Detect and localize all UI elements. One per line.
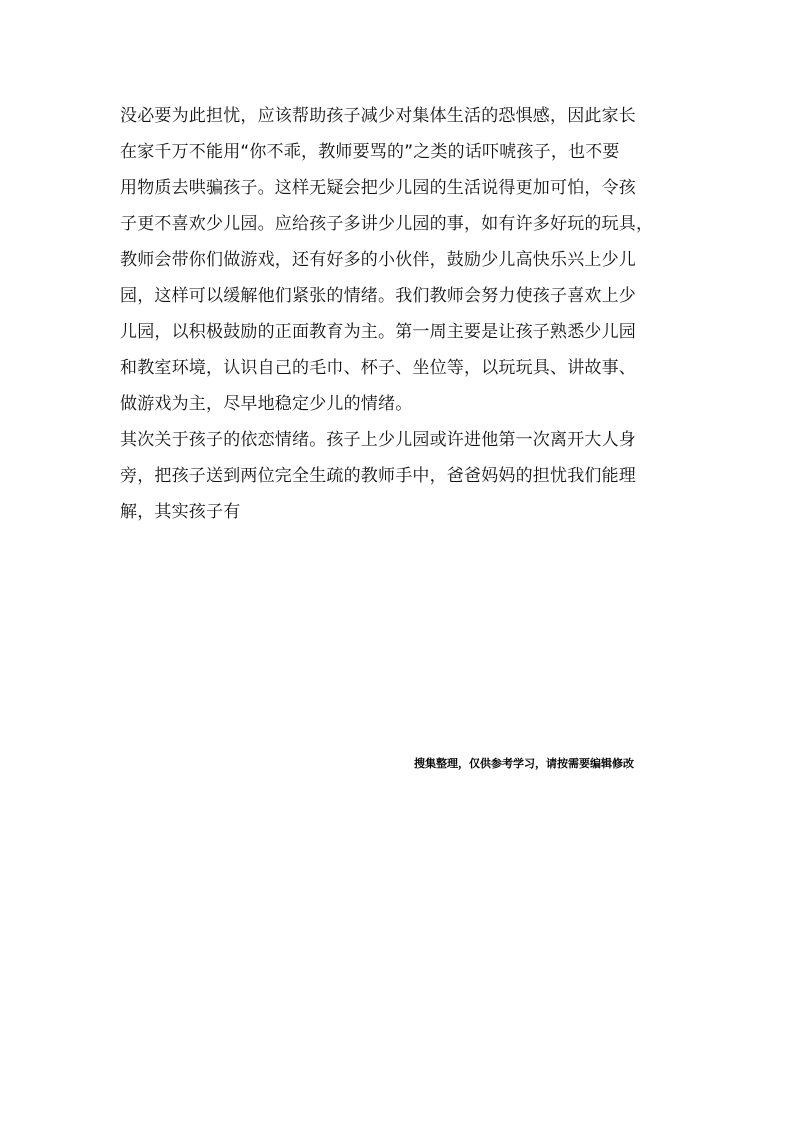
text-line: 做游戏为主，尽早地稳定少儿的情绪。 bbox=[120, 394, 413, 414]
text-line: 子更不喜欢少儿园。应给孩子多讲少儿园的事，如有许多好玩的玩具， bbox=[120, 214, 654, 234]
text-line: 用物质去哄骗孩子。这样无疑会把少儿园的生活说得更加可怕，令孩 bbox=[120, 178, 636, 198]
text-line: 园，这样可以缓解他们紧张的情绪。我们教师会努力使孩子喜欢上少 bbox=[120, 286, 636, 306]
text-line: 旁，把孩子送到两位完全生疏的教师手中，爸爸妈妈的担忧我们能理 bbox=[120, 466, 636, 486]
body-text bbox=[120, 98, 690, 530]
text-line: 没必要为此担忧，应该帮助孩子减少对集体生活的恐惧感，因此家长 bbox=[120, 106, 636, 126]
text-line: 和教室环境，认识自己的毛巾、杯子、坐位等，以玩玩具、讲故事、 bbox=[120, 358, 636, 378]
text-line: 其次关于孩子的依恋情绪。孩子上少儿园或许进他第一次离开大人身 bbox=[120, 430, 636, 450]
text-line: 儿园，以积极鼓励的正面教育为主。第一周主要是让孩子熟悉少儿园 bbox=[120, 322, 636, 342]
text-line: 解，其实孩子有 bbox=[120, 502, 241, 522]
text-line: 教师会带你们做游戏，还有好多的小伙伴，鼓励少儿高快乐兴上少儿 bbox=[120, 250, 636, 270]
footer-note: 搜集整理，仅供参考学习，请按需要编辑修改 bbox=[414, 757, 634, 770]
text-line: 在家千万不能用“你不乖，教师要骂的”之类的话吓唬孩子，也不要 bbox=[120, 142, 620, 162]
